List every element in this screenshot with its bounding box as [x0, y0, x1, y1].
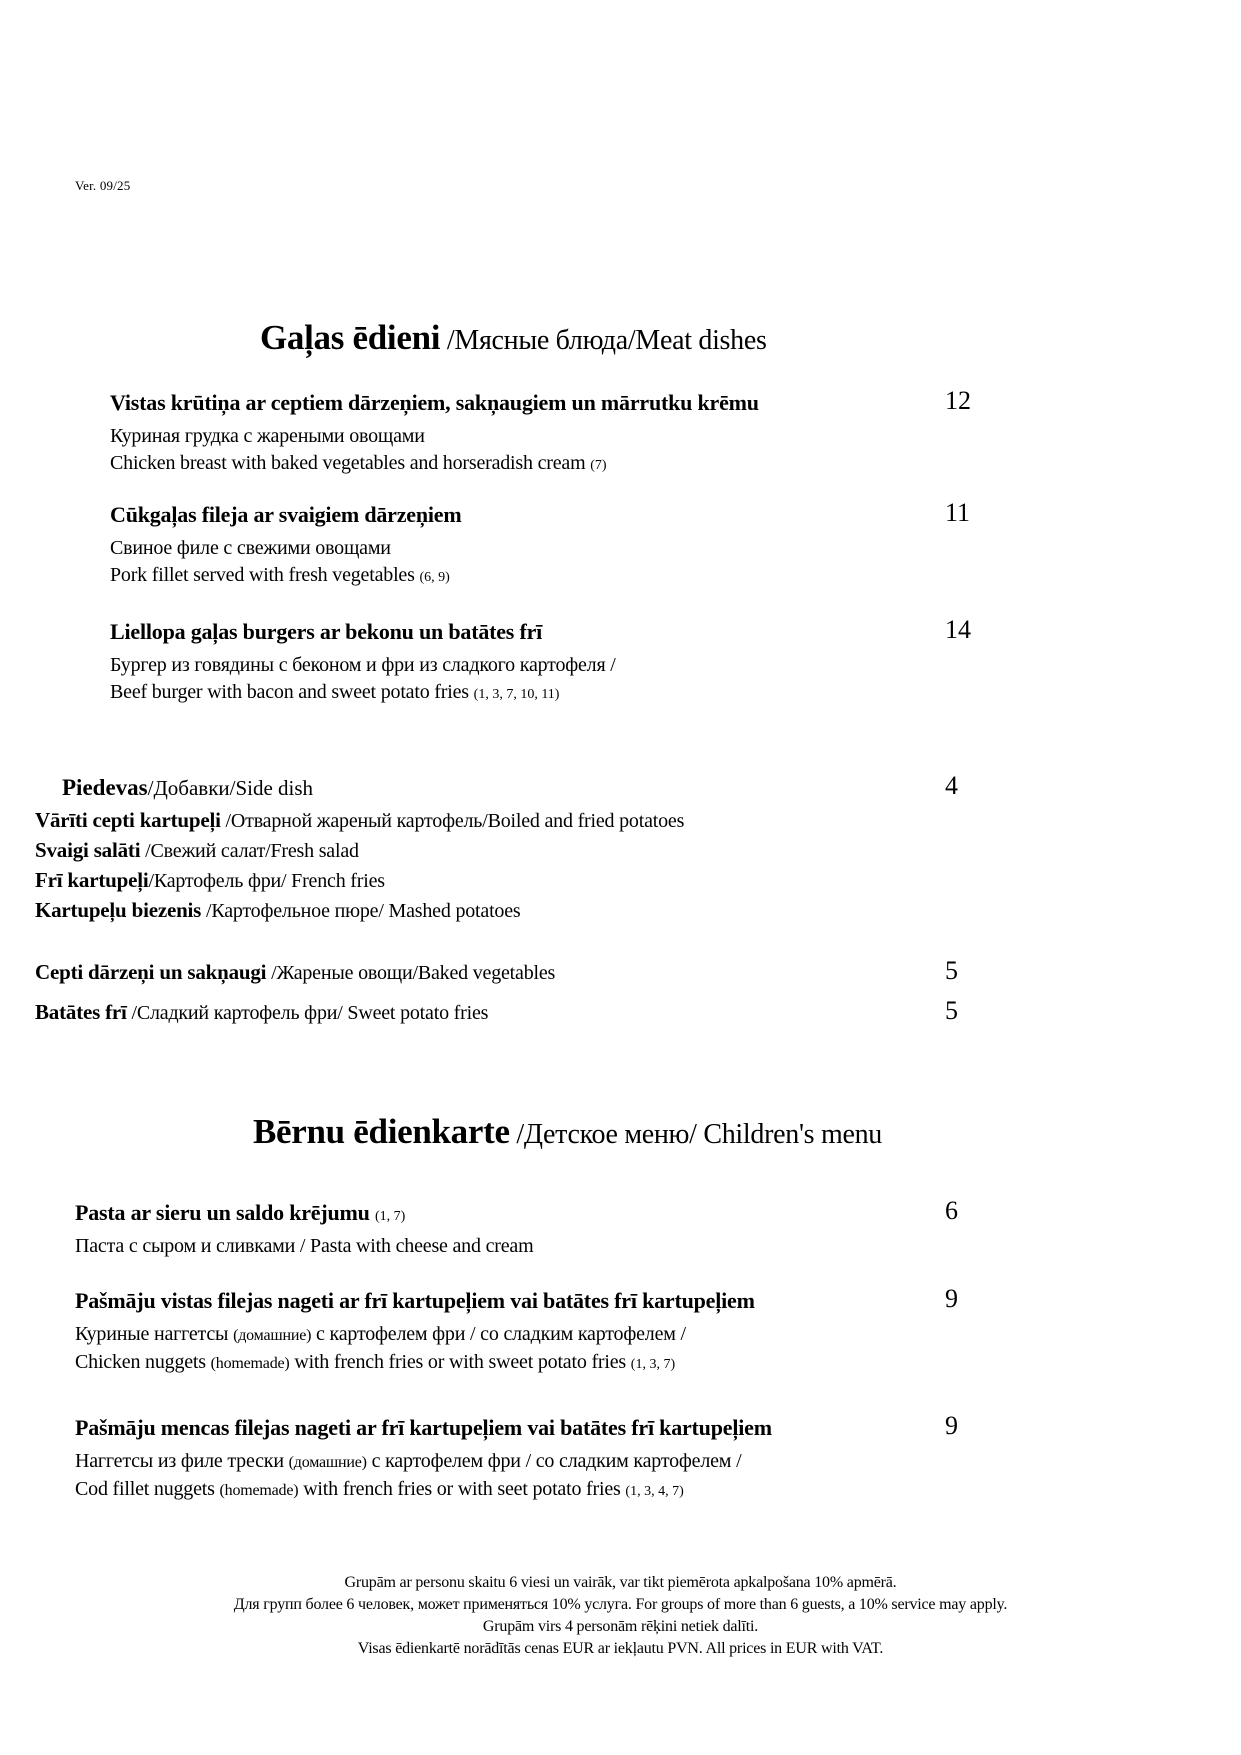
side-item-lv: Frī kartupeļi	[35, 868, 149, 892]
item-en-text: Chicken breast with baked vegetables and horseradish cream	[110, 452, 586, 474]
item-name: Vistas krūtiņa ar ceptiem dārzeņiem, sakņaugiem un mārrutku krēmu	[110, 390, 759, 415]
side-item-translation: /Свежий салат/Fresh salad	[140, 840, 359, 862]
item-description-ru	[75, 1448, 1241, 1476]
item-en-text: Pork fillet served with fresh vegetables	[110, 564, 415, 586]
item-description-en	[75, 1349, 1241, 1378]
item-description-ru	[75, 1321, 1241, 1349]
children-title-translation: /Детское меню/ Children's menu	[509, 1119, 882, 1150]
sides-price: 4	[945, 771, 958, 800]
side-item-french-fries	[35, 868, 1241, 893]
meat-section-title	[260, 318, 767, 358]
children-title-lv: Bērnu ēdienkarte	[253, 1112, 510, 1151]
ru-text: Наггетсы из филе трески	[75, 1450, 289, 1472]
side-item-translation: /Жареные овощи/Baked vegetables	[266, 962, 556, 984]
item-name: Pašmāju vistas filejas nageti ar frī kartupeļiem vai batātes frī kartupeļiem	[75, 1288, 755, 1313]
side-item-lv: Cepti dārzeņi un sakņaugi	[35, 960, 267, 984]
allergen-list: (1, 3, 4, 7)	[625, 1484, 684, 1499]
side-item-lv: Kartupeļu biezenis	[35, 898, 202, 922]
side-item-mashed-potatoes	[35, 898, 1241, 923]
side-item-translation: /Картофельное пюре/ Mashed potatoes	[201, 900, 521, 922]
en-text: Chicken nuggets	[75, 1351, 211, 1373]
item-price: 5	[945, 956, 958, 985]
item-description-ru: Бургер из говядины с беконом и фри из сладкого картофеля /	[110, 654, 616, 676]
ru-text-cont: с картофелем фри / со сладким картофелем /	[366, 1450, 742, 1472]
footer-line-vat: Visas ēdienkartē norādītās cenas EUR ar iekļautu PVN. All prices in EUR with VAT.	[357, 1640, 884, 1657]
menu-item-beef-burger	[110, 615, 1241, 708]
item-name-text: Pasta ar sieru un saldo krējumu	[75, 1200, 370, 1225]
en-text-cont: with french fries or with sweet potato fries	[289, 1351, 626, 1373]
menu-item-pork-fillet	[110, 498, 1241, 591]
allergen-list: (1, 3, 7)	[630, 1357, 676, 1372]
item-price: 5	[945, 996, 958, 1025]
item-description-en	[110, 679, 1241, 708]
side-item-sweet-potato-fries	[35, 996, 1241, 1025]
item-description-ru: Свиное филе с свежими овощами	[110, 537, 391, 559]
meat-title-lv: Gaļas ēdieni	[260, 318, 441, 357]
footer-line-bills: Grupām virs 4 personām rēķini netiek dalīti.	[482, 1618, 759, 1635]
menu-item-cod-nuggets	[75, 1411, 1241, 1505]
ru-text: Куриные наггетсы	[75, 1323, 234, 1345]
side-item-fresh-salad	[35, 838, 1241, 863]
side-item-translation: /Сладкий картофель фри/ Sweet potato fries	[126, 1002, 489, 1024]
menu-item-pasta	[75, 1196, 1241, 1260]
en-homemade-note: (homemade)	[219, 1482, 299, 1499]
allergen-list: (1, 7)	[375, 1209, 406, 1224]
allergen-list: (7)	[590, 458, 607, 473]
ru-homemade-note: (домашние)	[288, 1454, 367, 1471]
en-text: Cod fillet nuggets	[75, 1478, 220, 1500]
ru-text-cont: с картофелем фри / со сладким картофелем /	[311, 1323, 686, 1345]
item-description-en	[110, 562, 1241, 591]
footer-line-service-lv: Grupām ar personu skaitu 6 viesi un vairāk, var tikt piemērota apkalpošana 10% apmērā.	[344, 1574, 897, 1591]
meat-title-translation: /Мясные блюда/Meat dishes	[440, 325, 767, 356]
en-text-cont: with french fries or with seet potato fries	[298, 1478, 621, 1500]
item-name: Pašmāju mencas filejas nageti ar frī kartupeļiem vai batātes frī kartupeļiem	[75, 1415, 772, 1440]
side-item-lv: Svaigi salāti	[35, 838, 141, 862]
allergen-list: (6, 9)	[419, 570, 450, 585]
item-price: 9	[945, 1284, 958, 1313]
menu-item-chicken-breast	[110, 386, 1241, 479]
ru-homemade-note: (домашние)	[233, 1327, 312, 1344]
menu-item-chicken-nuggets	[75, 1284, 1241, 1378]
sides-header-translation: /Добавки/Side dish	[147, 776, 314, 800]
item-name	[75, 1200, 1241, 1226]
side-item-translation: /Отварной жареный картофель/Boiled and fried potatoes	[220, 810, 685, 832]
en-homemade-note: (homemade)	[210, 1355, 290, 1372]
item-price: 12	[945, 386, 971, 415]
footer-notes	[0, 1572, 1241, 1660]
item-en-text: Beef burger with bacon and sweet potato fries	[110, 681, 469, 703]
side-item-lv: Batātes frī	[35, 1000, 127, 1024]
item-description-ru: Куриная грудка с жареными овощами	[110, 425, 425, 447]
side-item-baked-vegetables	[35, 956, 1241, 985]
side-item-translation: /Картофель фри/ French fries	[148, 870, 385, 892]
item-price: 14	[945, 615, 971, 644]
item-description-en	[75, 1476, 1241, 1505]
item-description-en	[110, 450, 1241, 479]
children-section-title	[253, 1112, 882, 1152]
sides-header-lv: Piedevas	[62, 775, 148, 800]
side-item-lv: Vārīti cepti kartupeļi	[35, 808, 221, 832]
item-price: 9	[945, 1411, 958, 1440]
item-description-ru-en: Паста с сыром и сливками / Pasta with cheese and cream	[75, 1235, 534, 1257]
side-item-boiled-fried-potatoes	[35, 808, 1241, 833]
item-price: 11	[945, 498, 971, 527]
allergen-list: (1, 3, 7, 10, 11)	[473, 687, 560, 702]
version-label: Ver. 09/25	[75, 178, 131, 193]
sides-section-header	[62, 771, 1241, 801]
item-name: Cūkgaļas fileja ar svaigiem dārzeņiem	[110, 502, 462, 527]
footer-line-service-ru-en: Для групп более 6 человек, может применяться 10% услуга. For groups of more than 6 guests, a 10% service may apply.	[233, 1596, 1008, 1613]
item-name: Liellopa gaļas burgers ar bekonu un batātes frī	[110, 619, 543, 644]
item-price: 6	[945, 1196, 958, 1225]
